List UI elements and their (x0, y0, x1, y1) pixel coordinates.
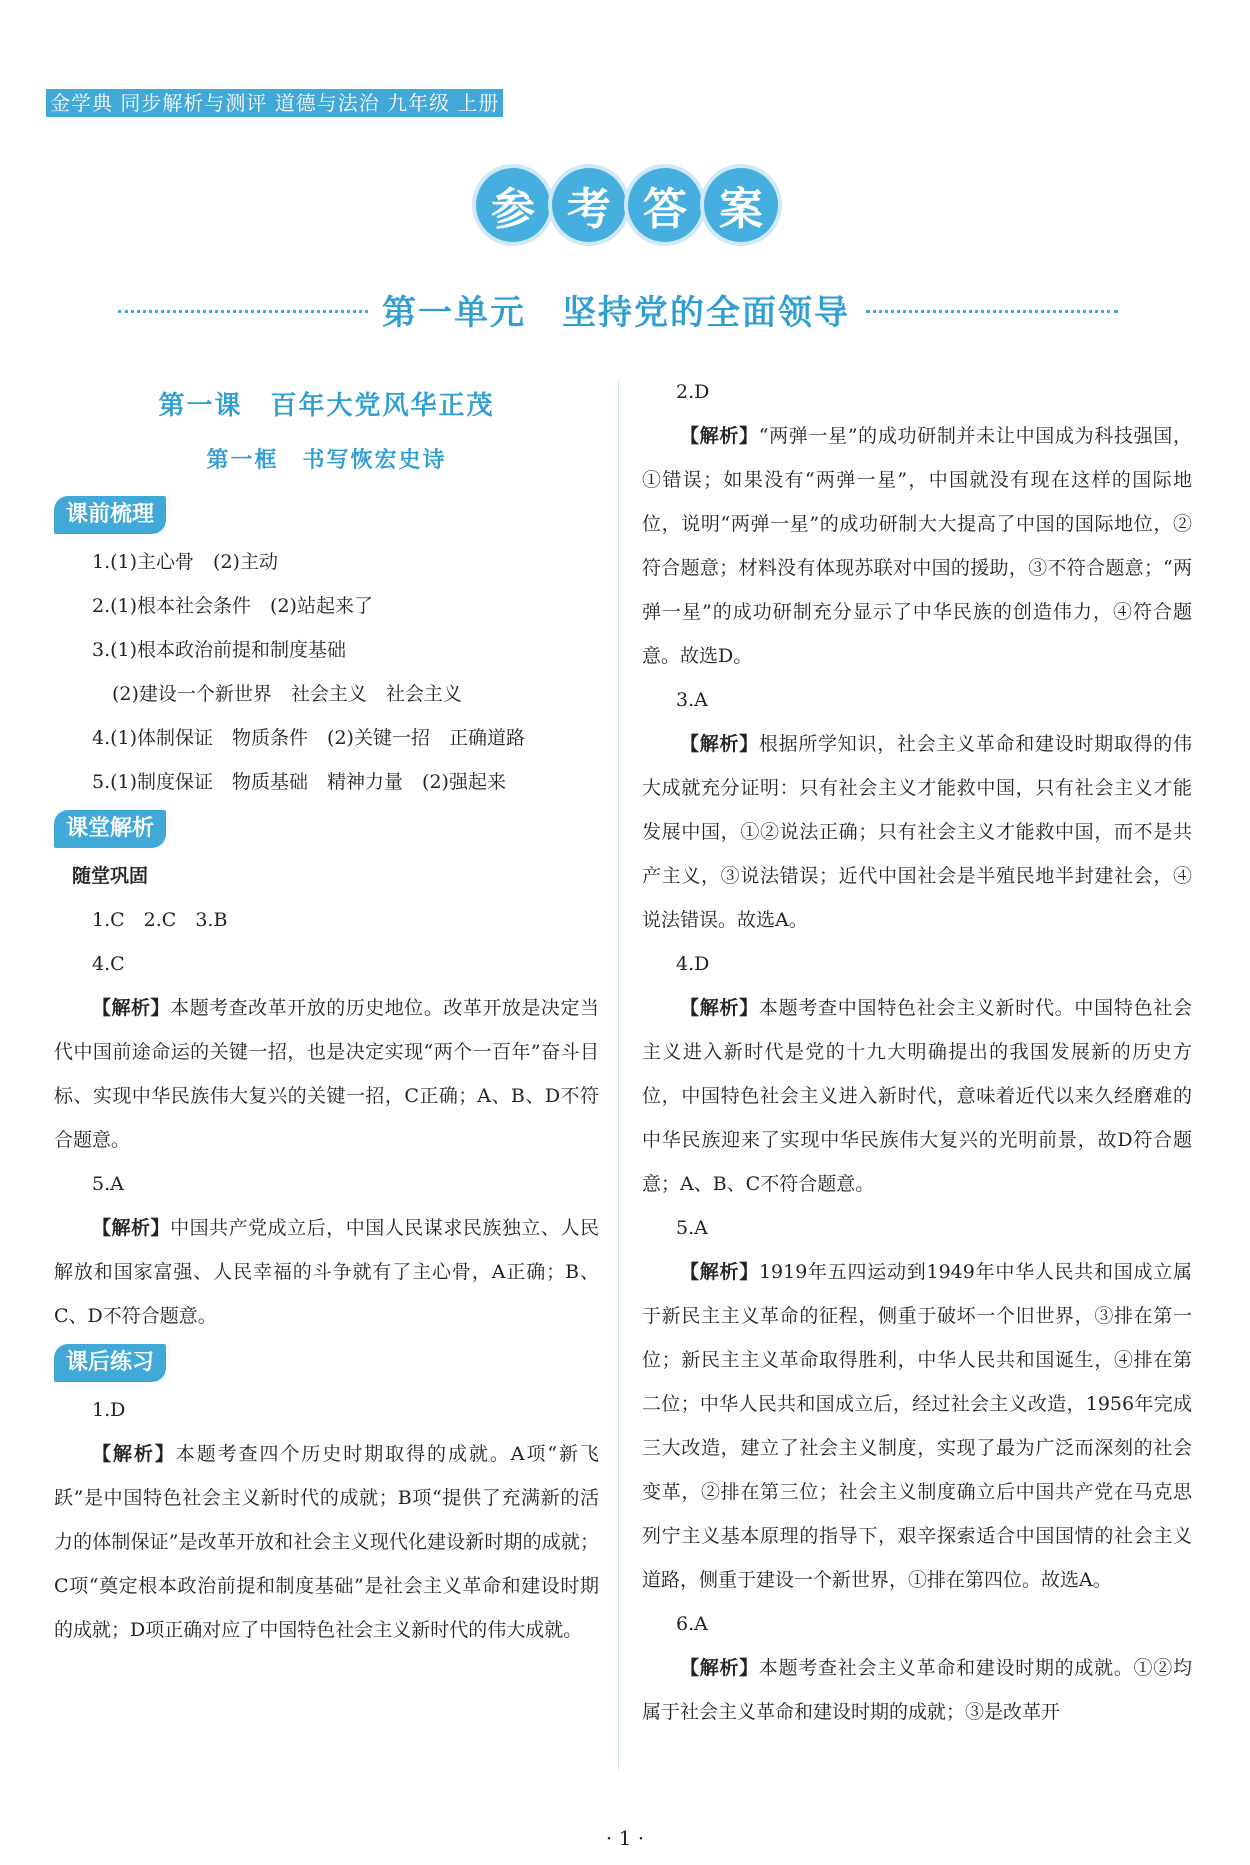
lesson-title: 第一课 百年大党风华正茂 (158, 391, 495, 421)
divider-dots-right (866, 310, 1118, 313)
jiexi-label: 【解析】 (92, 1443, 176, 1465)
explanation-4 (54, 986, 599, 1162)
section-tag-after-class: 课后练习 (54, 1344, 166, 1382)
list-item: 4.(1)体制保证 物质条件 (2)关键一招 正确道路 (92, 727, 525, 749)
answer-line: 1.C 2.C 3.B (92, 909, 228, 931)
answer-line: 4.D (676, 953, 710, 975)
explanation-6 (642, 1646, 1192, 1734)
right-column (642, 370, 1192, 1734)
explanation-text: 根据所学知识，社会主义革命和建设时期取得的伟大成就充分证明：只有社会主义才能救中国，只有社会主义才能发展中国，①②说法正确；只有社会主义才能救中国，而不是共产主义，③说法错误；近代中国社会是半殖民地半封建社会，④说法错误。故选A。 (642, 733, 1192, 931)
title-char: 答 (628, 168, 702, 242)
answer-key-title (476, 168, 778, 242)
answer-line: 2.D (676, 381, 710, 403)
explanation-text: “两弹一星”的成功研制并未让中国成为科技强国，①错误；如果没有“两弹一星”，中国就没有现在这样的国际地位，说明“两弹一星”的成功研制大大提高了中国的国际地位，②符合题意；材料没有体现苏联对中国的援助，③不符合题意；“两弹一星”的成功研制充分显示了中华民族的创造伟力，④符合题意。故选D。 (642, 425, 1192, 667)
left-column (54, 370, 599, 1652)
section-tag-pre-class: 课前梳理 (54, 496, 166, 534)
explanation-1 (54, 1432, 599, 1652)
jiexi-label: 【解析】 (680, 1657, 759, 1679)
explanation-3 (642, 722, 1192, 942)
unit-heading (118, 285, 1118, 335)
sub-heading: 随堂巩固 (72, 865, 149, 887)
answer-line: 4.C (92, 953, 125, 975)
divider-dots-left (118, 310, 368, 313)
jiexi-label: 【解析】 (680, 425, 759, 447)
section-tag-in-class: 课堂解析 (54, 810, 166, 848)
list-item: 5.(1)制度保证 物质基础 精神力量 (2)强起来 (92, 771, 506, 793)
explanation-text: 本题考查社会主义革命和建设时期的成就。①②均属于社会主义革命和建设时期的成就；③是改革开 (642, 1657, 1192, 1723)
unit-title: 第一单元 坚持党的全面领导 (382, 293, 850, 333)
section-title: 第一框 书写恢宏史诗 (206, 447, 447, 473)
explanation-text: 本题考查改革开放的历史地位。改革开放是决定当代中国前途命运的关键一招，也是决定实现“两个一百年”奋斗目标、实现中华民族伟大复兴的关键一招，C正确；A、B、D不符合题意。 (54, 997, 599, 1151)
title-char: 考 (552, 168, 626, 242)
list-item: 3.(1)根本政治前提和制度基础 (92, 639, 347, 661)
book-header-band: 金学典 同步解析与测评 道德与法治 九年级 上册 (46, 89, 503, 117)
answer-line: 5.A (92, 1173, 124, 1195)
explanation-5 (54, 1206, 599, 1338)
page-number: · 1 · (605, 1826, 645, 1850)
answer-line: 5.A (676, 1217, 708, 1239)
jiexi-label: 【解析】 (92, 997, 171, 1019)
explanation-text: 1919年五四运动到1949年中华人民共和国成立属于新民主主义革命的征程，侧重于破坏一个旧世界，③排在第一位；新民主主义革命取得胜利，中华人民共和国诞生，④排在第二位；中华人民共和国成立后，经过社会主义改造，1956年完成三大改造，建立了社会主义制度，实现了最为广泛而深刻的社会变革，②排在第三位；社会主义制度确立后中国共产党在马克思列宁主义基本原理的指导下，艰辛探索适合中国国情的社会主义道路，侧重于建设一个新世界，①排在第四位。故选A。 (642, 1261, 1192, 1591)
title-char: 参 (476, 168, 550, 242)
list-item: (2)建设一个新世界 社会主义 社会主义 (112, 683, 462, 705)
explanation-text: 中国共产党成立后，中国人民谋求民族独立、人民解放和国家富强、人民幸福的斗争就有了主心骨，A正确；B、C、D不符合题意。 (54, 1217, 599, 1327)
title-char: 案 (704, 168, 778, 242)
answer-line: 3.A (676, 689, 708, 711)
answer-line: 6.A (676, 1613, 708, 1635)
explanation-text: 本题考查四个历史时期取得的成就。A项“新飞跃”是中国特色社会主义新时代的成就；B项“提供了充满新的活力的体制保证”是改革开放和社会主义现代化建设新时期的成就；C项“奠定根本政治前提和制度基础”是社会主义革命和建设时期的成就；D项正确对应了中国特色社会主义新时代的伟大成就。 (54, 1443, 599, 1641)
list-item: 2.(1)根本社会条件 (2)站起来了 (92, 595, 373, 617)
answer-line: 1.D (92, 1399, 126, 1421)
explanation-4b (642, 986, 1192, 1206)
column-divider (618, 380, 619, 1770)
jiexi-label: 【解析】 (680, 1261, 759, 1283)
explanation-text: 本题考查中国特色社会主义新时代。中国特色社会主义进入新时代是党的十九大明确提出的我国发展新的历史方位，中国特色社会主义进入新时代，意味着近代以来久经磨难的中华民族迎来了实现中华民族伟大复兴的光明前景，故D符合题意；A、B、C不符合题意。 (642, 997, 1192, 1195)
list-item: 1.(1)主心骨 (2)主动 (92, 551, 278, 573)
jiexi-label: 【解析】 (680, 733, 759, 755)
explanation-2 (642, 414, 1192, 678)
explanation-5b (642, 1250, 1192, 1602)
jiexi-label: 【解析】 (92, 1217, 171, 1239)
jiexi-label: 【解析】 (680, 997, 759, 1019)
